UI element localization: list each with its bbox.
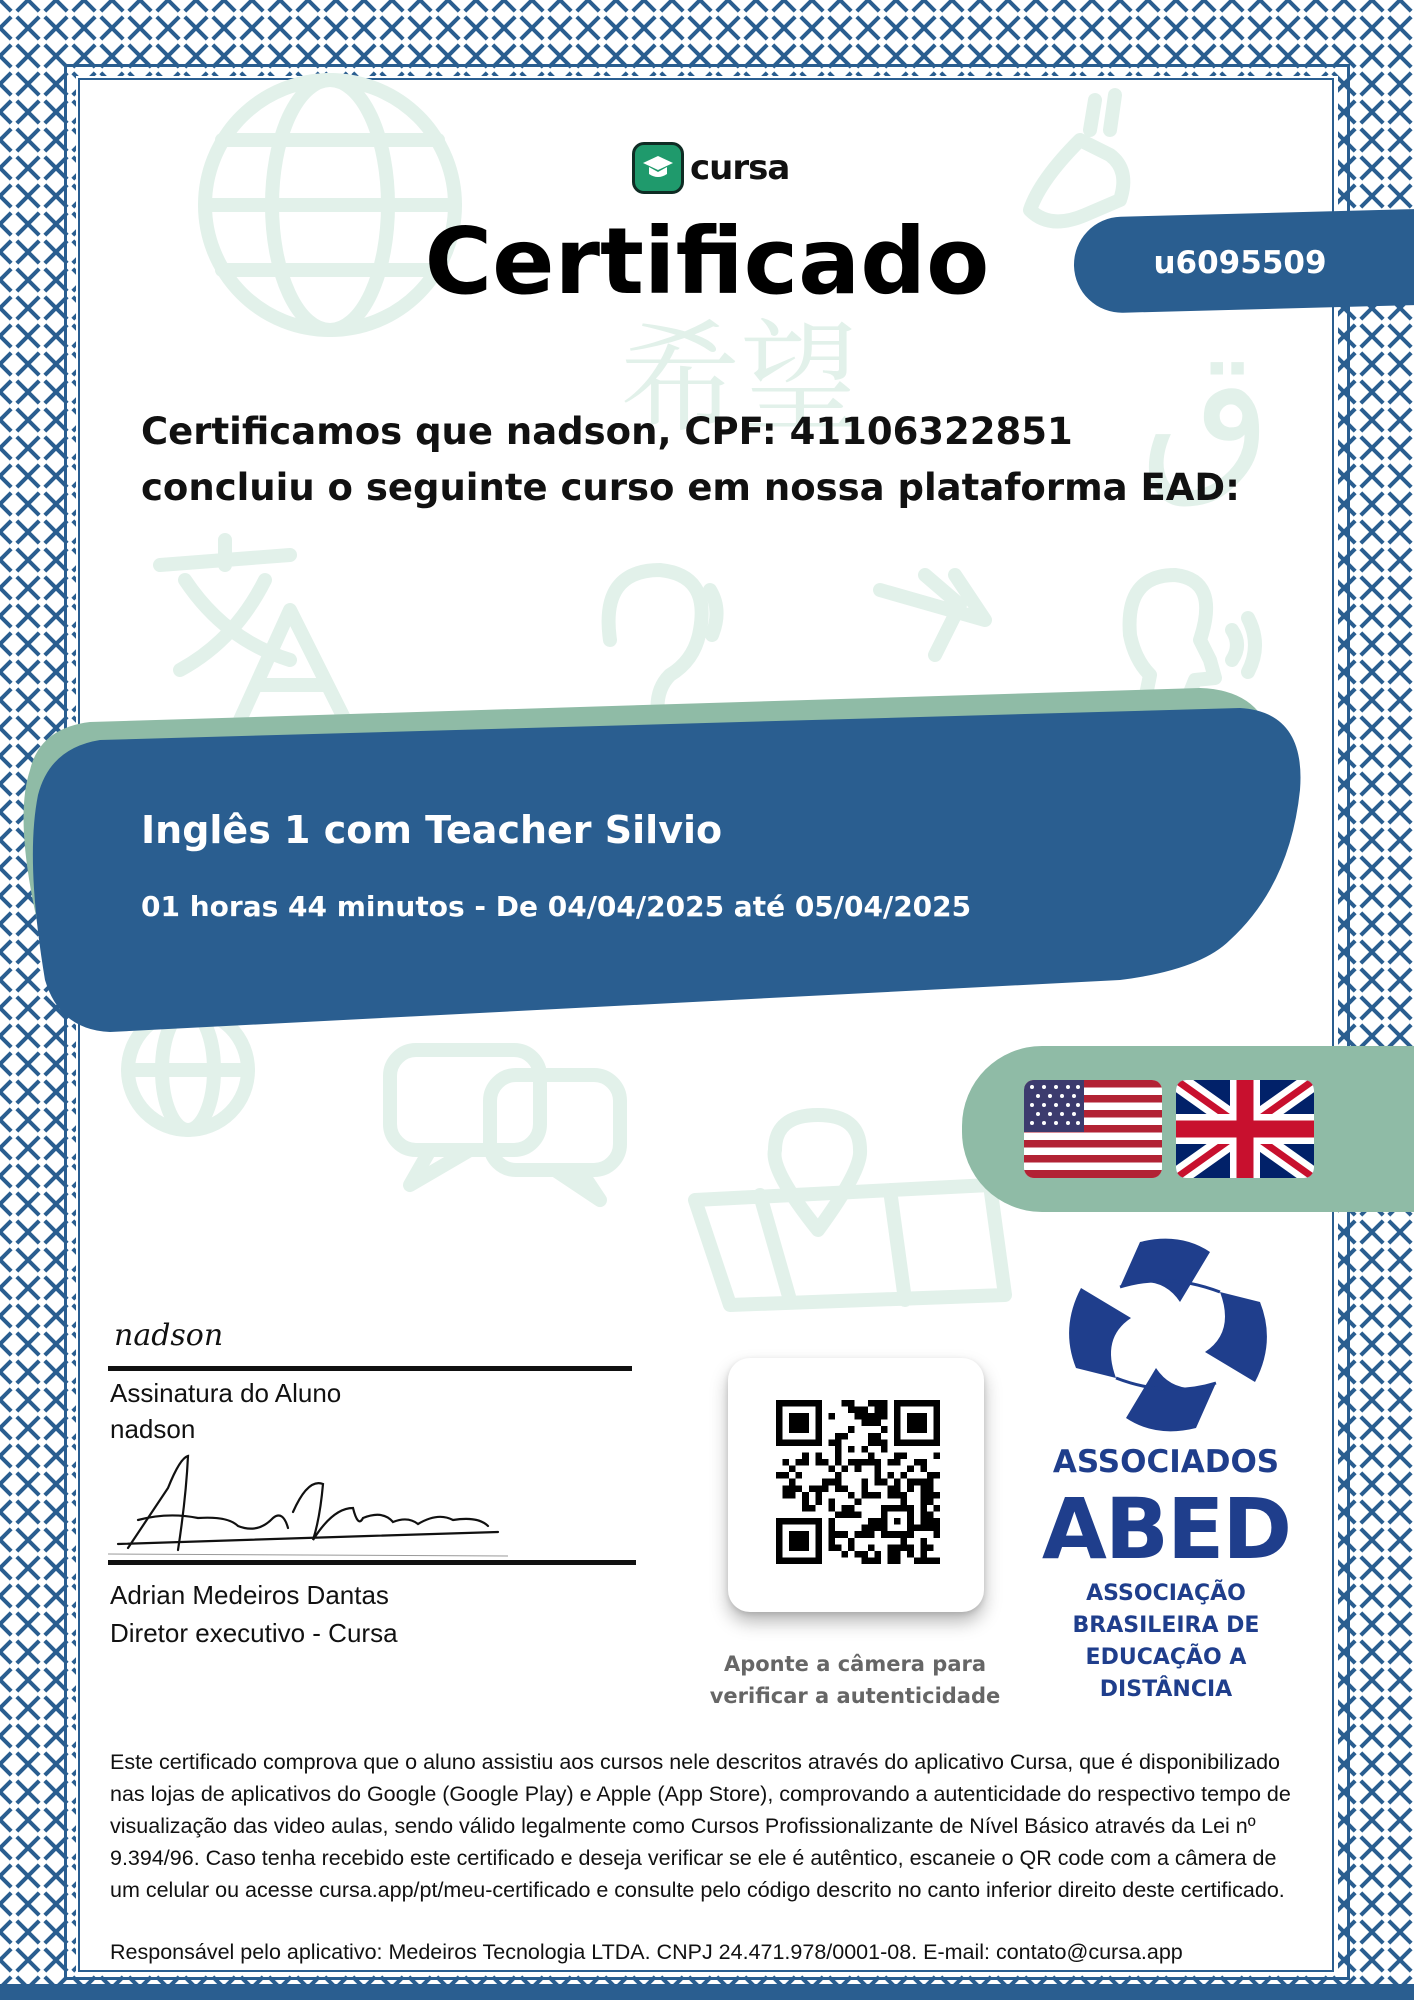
student-signature-line [108,1366,632,1371]
united-states-flag-icon [1024,1080,1162,1178]
map-pin-icon [695,1115,1005,1305]
director-role: Diretor executivo - Cursa [110,1618,398,1648]
abed-full-name [1040,1578,1292,1706]
airplane-icon [880,575,985,655]
abed-logo-icon [1060,1232,1276,1438]
abed-acronym: ABED [1041,1480,1291,1578]
logo-text: cursa [690,148,790,188]
united-kingdom-flag-icon [1176,1080,1314,1178]
director-name: Adrian Medeiros Dantas [110,1580,389,1610]
course-duration: 01 horas 44 minutos - De 04/04/2025 até 05/04/2025 [141,890,972,923]
abed-line-2: BRASILEIRA DE [1072,1613,1260,1638]
student-signature: nadson [114,1318,224,1353]
banner-blue-shape [33,708,1301,1032]
qr-caption [690,1648,1020,1712]
course-banner [0,680,1414,1040]
abed-line-3: EDUCAÇÃO A [1085,1645,1247,1670]
course-name: Inglês 1 com Teacher Silvio [141,808,723,852]
qr-caption-line-2: verificar a autenticidade [709,1684,1001,1708]
director-signature-line [108,1560,636,1565]
qr-caption-line-1: Aponte a câmera para [723,1652,987,1676]
cursa-logo [632,140,789,196]
certificate-title: Certificado [424,208,990,315]
intro-line-1: Certificamos que nadson, CPF: 41106322851 [141,410,1073,453]
certificate-intro [141,404,1291,516]
chat-bubbles-icon [390,1050,620,1200]
student-signature-label: Assinatura do Aluno [110,1378,342,1408]
graduation-cap-icon [632,142,684,194]
student-name: nadson [110,1414,196,1444]
certificate-legal-text: Este certificado comprova que o aluno assistiu aos cursos nele descritos através do aplicativo Cursa, que é disponibilizado nas lojas de aplicativos do Google (Google Play) e Apple (App Store), comprovando a autenticidade do respectivo tempo de visualização das video aulas, sendo válido legalmente como Cursos Profissionalizante de Nível Básico através da Lei nº 9.394/96. Caso tenha recebido este certificado e deseja verificar se ele é autêntico, escaneie o QR code com a câmera de um celular ou acesse cursa.app/pt/meu-certificado e consulte pelo código descrito no canto inferior direito deste certificado. [110,1750,1291,1902]
arabic-letter-watermark: ق [1140,313,1272,511]
intro-line-2: concluiu o seguinte curso em nossa plataforma EAD: [141,466,1240,509]
abed-associados: ASSOCIADOS [1052,1444,1280,1480]
abed-line-1: ASSOCIAÇÃO [1086,1581,1246,1606]
director-signature [108,1448,508,1560]
responsible-company-text: Responsável pelo aplicativo: Medeiros Tecnologia LTDA. CNPJ 24.471.978/0001-08. E-mail: contato@cursa.app [110,1940,1183,1964]
abed-line-4: DISTÂNCIA [1099,1677,1233,1702]
certificate-code: u6095509 [1153,245,1327,281]
qr-code[interactable] [776,1400,940,1564]
chinese-characters-watermark: 希望 [620,310,860,449]
